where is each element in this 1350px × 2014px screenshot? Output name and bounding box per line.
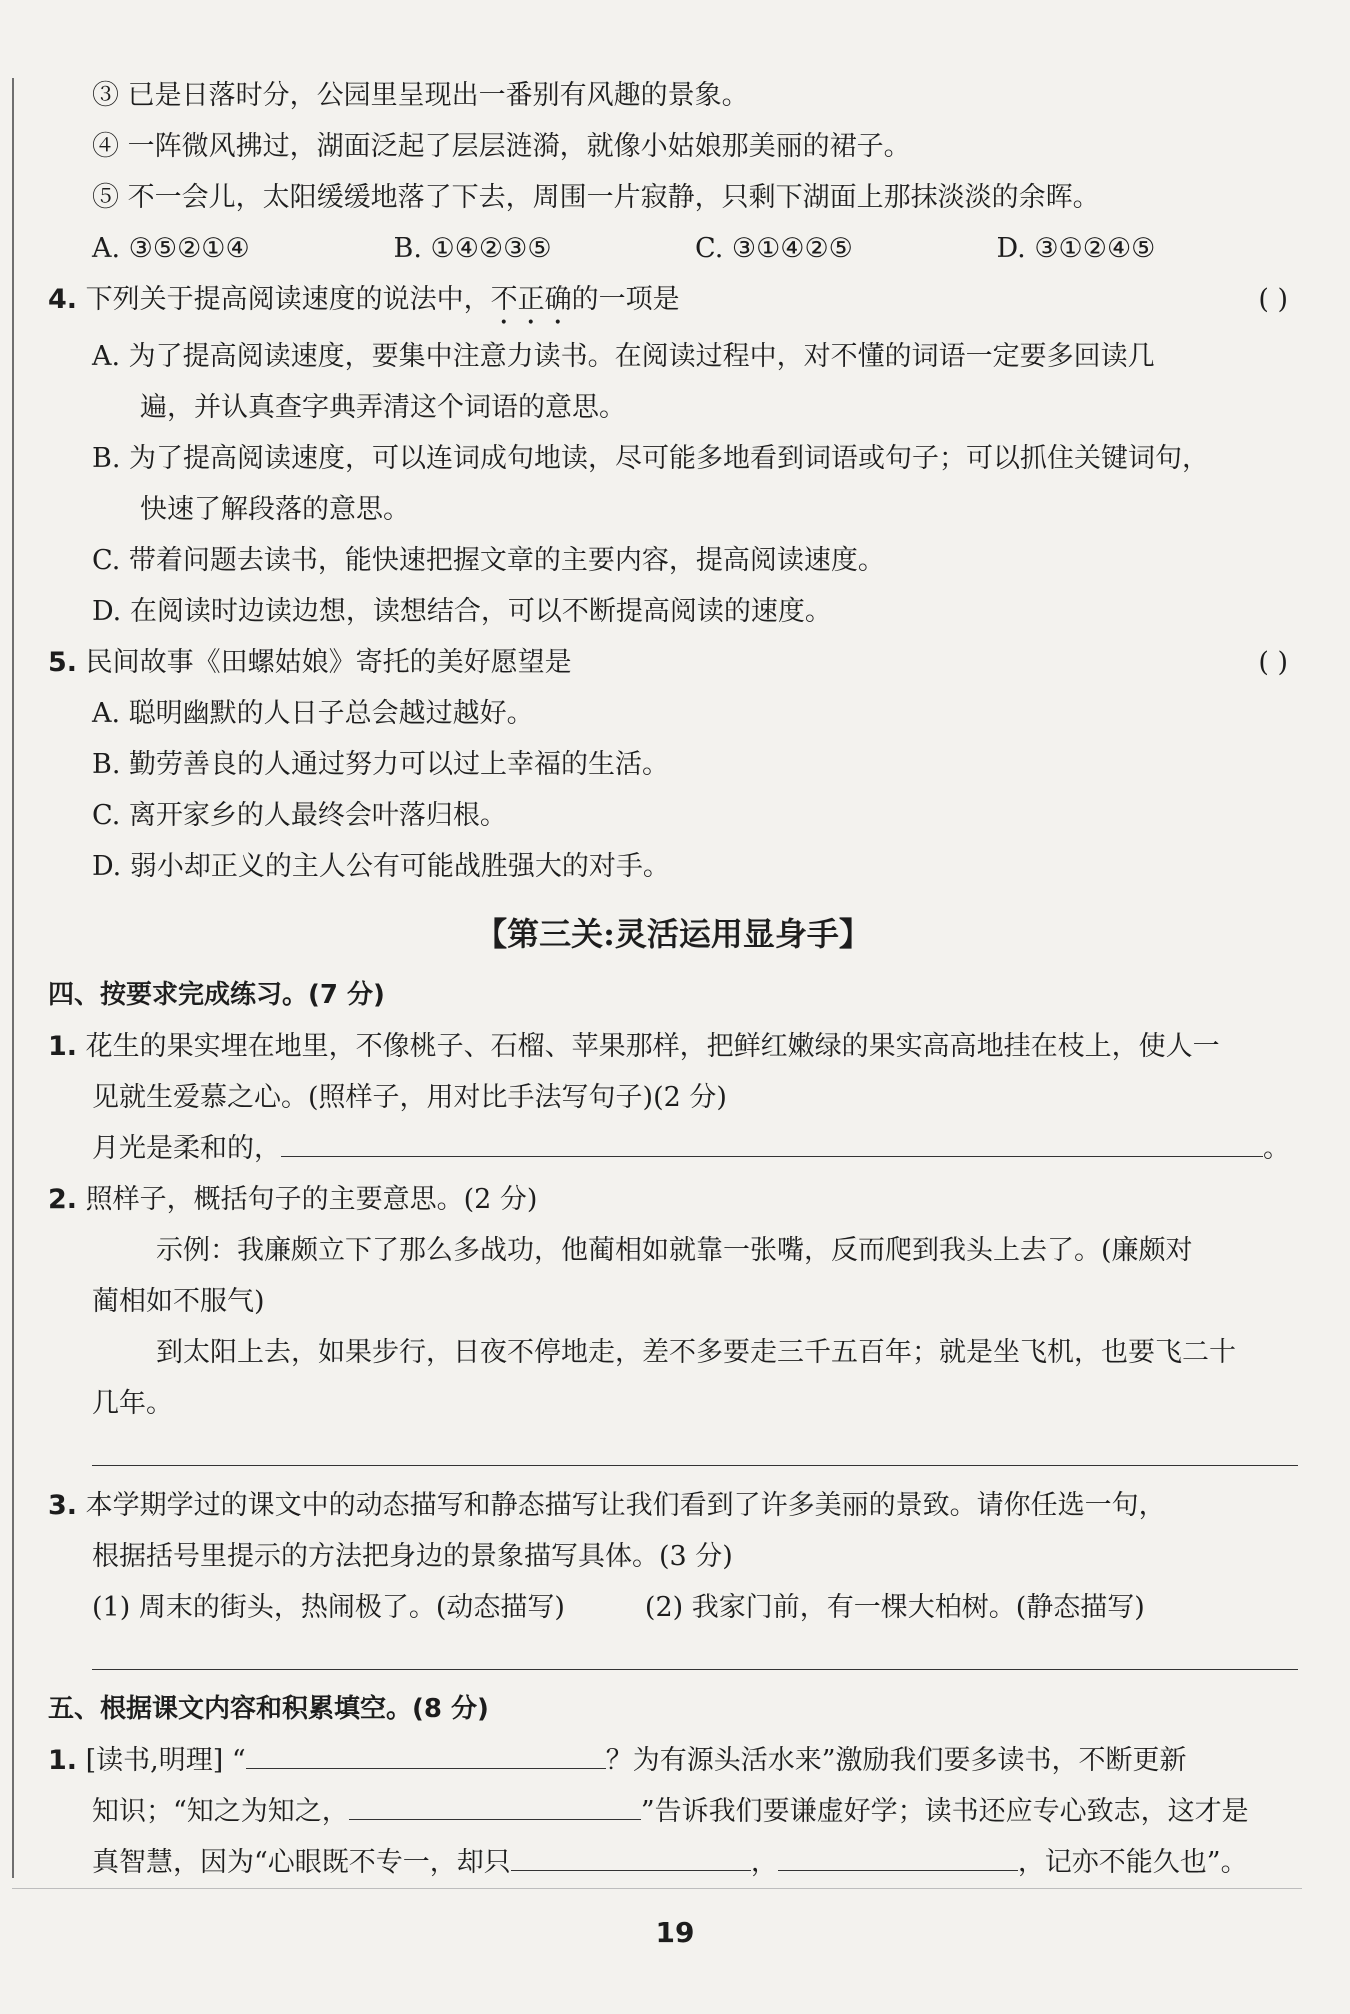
p5-q1-blank-1[interactable] [246,1740,606,1769]
page-number: 19 [655,1916,695,1949]
p5-q1-blank-4[interactable] [778,1842,1018,1871]
q4-option-a-cont: 遍，并认真查字典弄清这个词语的意思。 [140,392,626,423]
p4-q2-passage-2: 几年。 [92,1388,173,1419]
q3-option-d[interactable]: D. ③①②④⑤ [996,233,1156,264]
q4-option-b[interactable]: B. 为了提高阅读速度，可以连词成句地读，尽可能多地看到词语或句子；可以抓住关键词句， [92,443,1210,474]
p4-q3-choice-1: (1) 周末的街头，热闹极了。(动态描写) [92,1592,565,1623]
p4-q3-choice-2: (2) 我家门前，有一棵大柏树。(静态描写) [644,1592,1145,1623]
p5-q1-blank-2[interactable] [349,1791,641,1820]
p4-q3-stem-2: 根据括号里提示的方法把身边的景象描写具体。(3 分) [92,1541,733,1572]
q4-stem: 4. 下列关于提高阅读速度的说法中，不正确的一项是 ( ) [48,274,1298,331]
p4-q3-stem-1: 3. 本学期学过的课文中的动态描写和静态描写让我们看到了许多美丽的景致。请你任选一句， [48,1490,1166,1521]
q4-option-b-cont: 快速了解段落的意思。 [140,494,410,525]
q3-option-c[interactable]: C. ③①④②⑤ [695,233,853,264]
q4-option-d[interactable]: D. 在阅读时边读边想，读想结合，可以不断提高阅读的速度。 [92,596,832,627]
q3-options [48,223,1298,274]
p4-q2-passage-1: 到太阳上去，如果步行，日夜不停地走，差不多要走三千五百年；就是坐飞机，也要飞二十 [156,1337,1236,1368]
q3-sentence-5: ⑤ 不一会儿，太阳缓缓地落了下去，周围一片寂静，只剩下湖面上那抹淡淡的余晖。 [92,182,1100,213]
section-title: 【第三关:灵活运用显身手】 [475,915,871,953]
q4-option-c[interactable]: C. 带着问题去读书，能快速把握文章的主要内容，提高阅读速度。 [92,545,885,576]
part4-heading: 四、按要求完成练习。(7 分) [48,980,385,1010]
q3-sentence-3: ③ 已是日落时分，公园里呈现出一番别有风趣的景象。 [92,80,749,111]
q5-answer-paren[interactable]: ( ) [1258,647,1288,678]
q4-answer-paren[interactable]: ( ) [1258,284,1288,315]
q5-number: 5. [48,647,78,678]
q5-option-b[interactable]: B. 勤劳善良的人通过努力可以过上幸福的生活。 [92,749,670,780]
q5-option-c[interactable]: C. 离开家乡的人最终会叶落归根。 [92,800,507,831]
p4-q3-choices [48,1582,1298,1633]
q5-stem: 5. 民间故事《田螺姑娘》寄托的美好愿望是 ( ) [48,637,1298,688]
p4-q2-answer-line[interactable] [48,1429,1298,1480]
p4-q2-stem: 2. 照样子，概括句子的主要意思。(2 分) [48,1184,538,1215]
p4-q1-answer: 月光是柔和的， 。 [48,1123,1298,1174]
page-content [48,70,1298,1888]
p4-q1-answer-blank[interactable] [281,1128,1263,1157]
q5-option-a[interactable]: A. 聪明幽默的人日子总会越过越好。 [92,698,534,729]
q3-option-b[interactable]: B. ①④②③⑤ [393,233,552,264]
p5-q1-line-2: 知识；“知之为知之， ”告诉我们要谦虚好学；读书还应专心致志，这才是 [48,1786,1298,1837]
p5-q1-blank-3[interactable] [511,1842,751,1871]
footer-rule [12,1888,1302,1889]
p5-q1-line-3: 真智慧，因为“心眼既不专一，却只 ， ，记亦不能久也”。 [48,1837,1298,1888]
q5-option-d[interactable]: D. 弱小却正义的主人公有可能战胜强大的对手。 [92,851,670,882]
p4-q3-answer-line[interactable] [48,1633,1298,1684]
q4-option-a[interactable]: A. 为了提高阅读速度，要集中注意力读书。在阅读过程中，对不懂的词语一定要多回读几 [92,341,1155,372]
p5-q1-tag: [读书,明理] [85,1745,224,1776]
q3-sentence-4: ④ 一阵微风拂过，湖面泛起了层层涟漪，就像小姑娘那美丽的裙子。 [92,131,911,162]
part5-heading: 五、根据课文内容和积累填空。(8 分) [48,1694,489,1724]
p4-q1-stem-1: 1. 花生的果实埋在地里，不像桃子、石榴、苹果那样，把鲜红嫩绿的果实高高地挂在枝上，使人一 [48,1031,1220,1062]
p4-q2-example-1: 示例：我廉颇立下了那么多战功，他蔺相如就靠一张嘴，反而爬到我头上去了。(廉颇对 [156,1235,1193,1266]
q4-number: 4. [48,284,78,315]
p4-q2-example-2: 蔺相如不服气) [92,1286,265,1317]
left-margin-rule [12,78,14,1878]
p4-q1-stem-2: 见就生爱慕之心。(照样子，用对比手法写句子)(2 分) [92,1082,727,1113]
q3-option-a[interactable]: A. ③⑤②①④ [92,233,250,264]
p5-q1-line-1: 1. [读书,明理] “ ？为有源头活水来”激励我们要多读书，不断更新 [48,1735,1298,1786]
q4-emphasis: 不正确 [490,284,572,315]
